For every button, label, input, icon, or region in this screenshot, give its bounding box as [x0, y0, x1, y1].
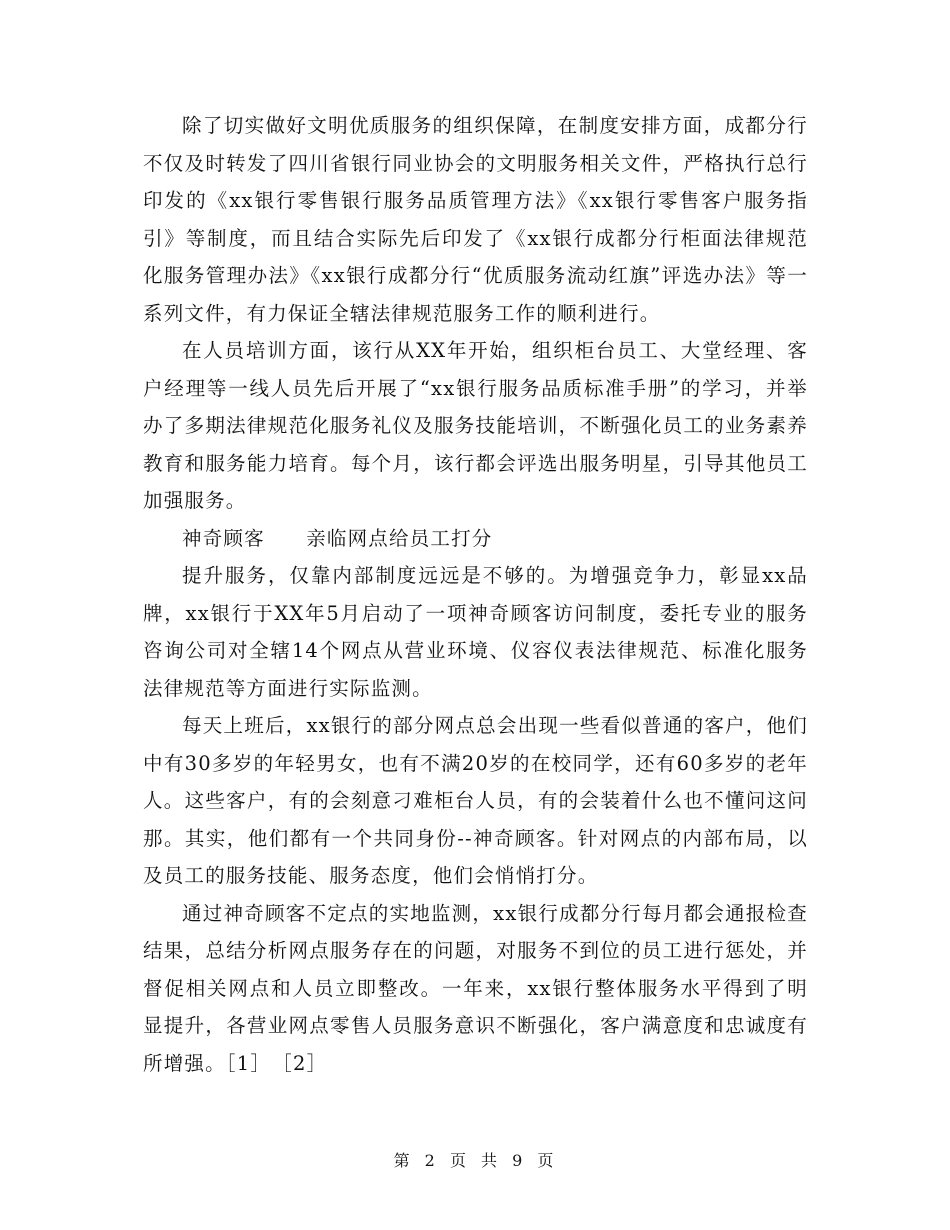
- paragraph-monitoring-results: 通过神奇顾客不定点的实地监测，xx银行成都分行每月都会通报检查结果，总结分析网点服务存在的问题，对服务不到位的员工进行惩处，并督促相关网点和人员立即整改。一年来，xx银行整体服务水平得到了明显提升，各营业网点零售人员服务意识不断强化，客户满意度和忠诚度有所增强。［1］ ［2］: [143, 901, 808, 1075]
- paragraph-staff-training: 在人员培训方面，该行从XX年开始，组织柜台员工、大堂经理、客户经理等一线人员先后开展了“xx银行服务品质标准手册”的学习，并举办了多期法律规范化服务礼仪及服务技能培训，不断强化员工的业务素养教育和服务能力培育。每个月，该行都会评选出服务明星，引导其他员工加强服务。: [143, 339, 808, 512]
- paragraph-system-arrangement: 除了切实做好文明优质服务的组织保障，在制度安排方面，成都分行不仅及时转发了四川省银行同业协会的文明服务相关文件，严格执行总行印发的《xx银行零售银行服务品质管理方法》《xx银行零售客户服务指引》等制度，而且结合实际先后印发了《xx银行成都分行柜面法律规范化服务管理办法》《xx银行成都分行“优质服务流动红旗”评选办法》等一系列文件，有力保证全辖法律规范服务工作的顺利进行。: [143, 114, 808, 325]
- paragraph-mystery-customers-description: 每天上班后，xx银行的部分网点总会出现一些看似普通的客户，他们中有30多岁的年轻男女，也有不满20岁的在校同学，还有60多岁的老年人。这些客户，有的会刻意刁难柜台人员，有的会装着什么也不懂问这问那。其实，他们都有一个共同身份--神奇顾客。针对网点的内部布局，以及员工的服务技能、服务态度，他们会悄悄打分。: [143, 714, 808, 887]
- paragraph-mystery-customer-program: 提升服务，仅靠内部制度远远是不够的。为增强竞争力，彰显xx品牌，xx银行于XX年5月启动了一项神奇顾客访问制度，委托专业的服务咨询公司对全辖14个网点从营业环境、仪容仪表法律规范、标准化服务法律规范等方面进行实际监测。: [143, 564, 808, 700]
- section-heading: 神奇顾客 亲临网点给员工打分: [182, 526, 493, 550]
- document-body: [143, 107, 808, 1082]
- page-number-footer: 第 2 页 共 9 页: [393, 1151, 557, 1170]
